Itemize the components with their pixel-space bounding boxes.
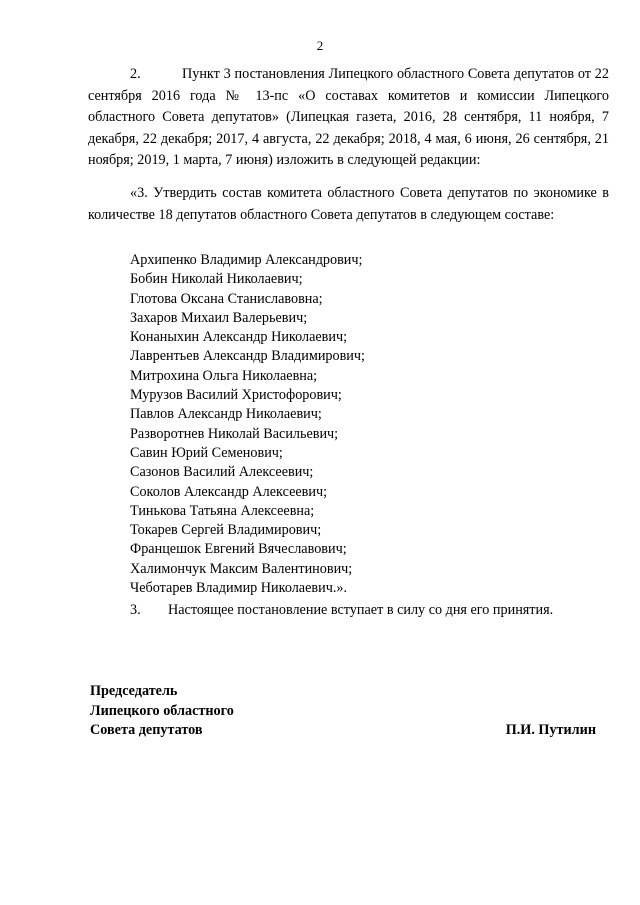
member-item: Францешок Евгений Вячеславович; <box>130 541 347 558</box>
item-2-paragraph <box>88 64 609 172</box>
member-item: Савин Юрий Семенович; <box>130 444 283 461</box>
item-2-text: Пункт 3 постановления Липецкого областного Совета депутатов от 22 сентября 2016 года № 13-пс «О составах комитетов и комиссии Липецкого областного Совета депутатов» (Липецкая газета, 2016, 28 сентября, 11 ноября, 7 декабря, 22 декабря; 2017, 4 августа, 22 декабря; 2018, 4 мая, 6 июня, 26 сентября, 21 ноября; 2019, 1 марта, 7 июня) изложить в следующей редакции: <box>88 66 609 168</box>
item-3-paragraph <box>130 600 553 620</box>
member-item: Конаныхин Александр Николаевич; <box>130 329 348 346</box>
member-item: Тинькова Татьяна Алексеевна; <box>130 502 315 519</box>
member-item: Халимончук Максим Валентинович; <box>130 560 353 577</box>
signature-title-line: Липецкого областного <box>90 702 234 719</box>
member-item: Соколов Александр Алексеевич; <box>130 483 328 500</box>
member-item: Лаврентьев Александр Владимирович; <box>130 348 365 365</box>
committee-composition-intro: «3. Утвердить состав комитета областного Совета депутатов по экономике в количестве 18 депутатов областного Совета депутатов в следующем составе: <box>88 185 609 223</box>
item-2-number: 2. <box>130 66 141 82</box>
signature-title-line: Председатель <box>90 683 178 699</box>
member-item: Глотова Оксана Станиславовна; <box>130 290 323 307</box>
member-item: Захаров Михаил Валерьевич; <box>130 309 308 326</box>
member-item: Разворотнев Николай Васильевич; <box>130 425 339 442</box>
member-item: Чеботарев Владимир Николаевич.». <box>130 580 348 597</box>
member-item: Архипенко Владимир Александрович; <box>130 252 363 268</box>
signature-block <box>90 682 234 741</box>
member-item: Павлов Александр Николаевич; <box>130 406 322 423</box>
item-3-text: Настоящее постановление вступает в силу со дня его принятия. <box>168 602 554 618</box>
signature-title-line: Совета депутатов <box>90 722 203 738</box>
item-3-number: 3. <box>130 602 141 618</box>
member-item: Токарев Сергей Владимирович; <box>130 522 322 539</box>
committee-members-list <box>130 251 365 598</box>
signer-name: П.И. Путилин <box>505 722 596 738</box>
member-item: Митрохина Ольга Николаевна; <box>130 367 318 384</box>
member-item: Сазонов Василий Алексеевич; <box>130 464 314 481</box>
page-number: 2 <box>316 38 324 53</box>
member-item: Бобин Николай Николаевич; <box>130 271 303 288</box>
member-item: Мурузов Василий Христофорович; <box>130 387 342 404</box>
